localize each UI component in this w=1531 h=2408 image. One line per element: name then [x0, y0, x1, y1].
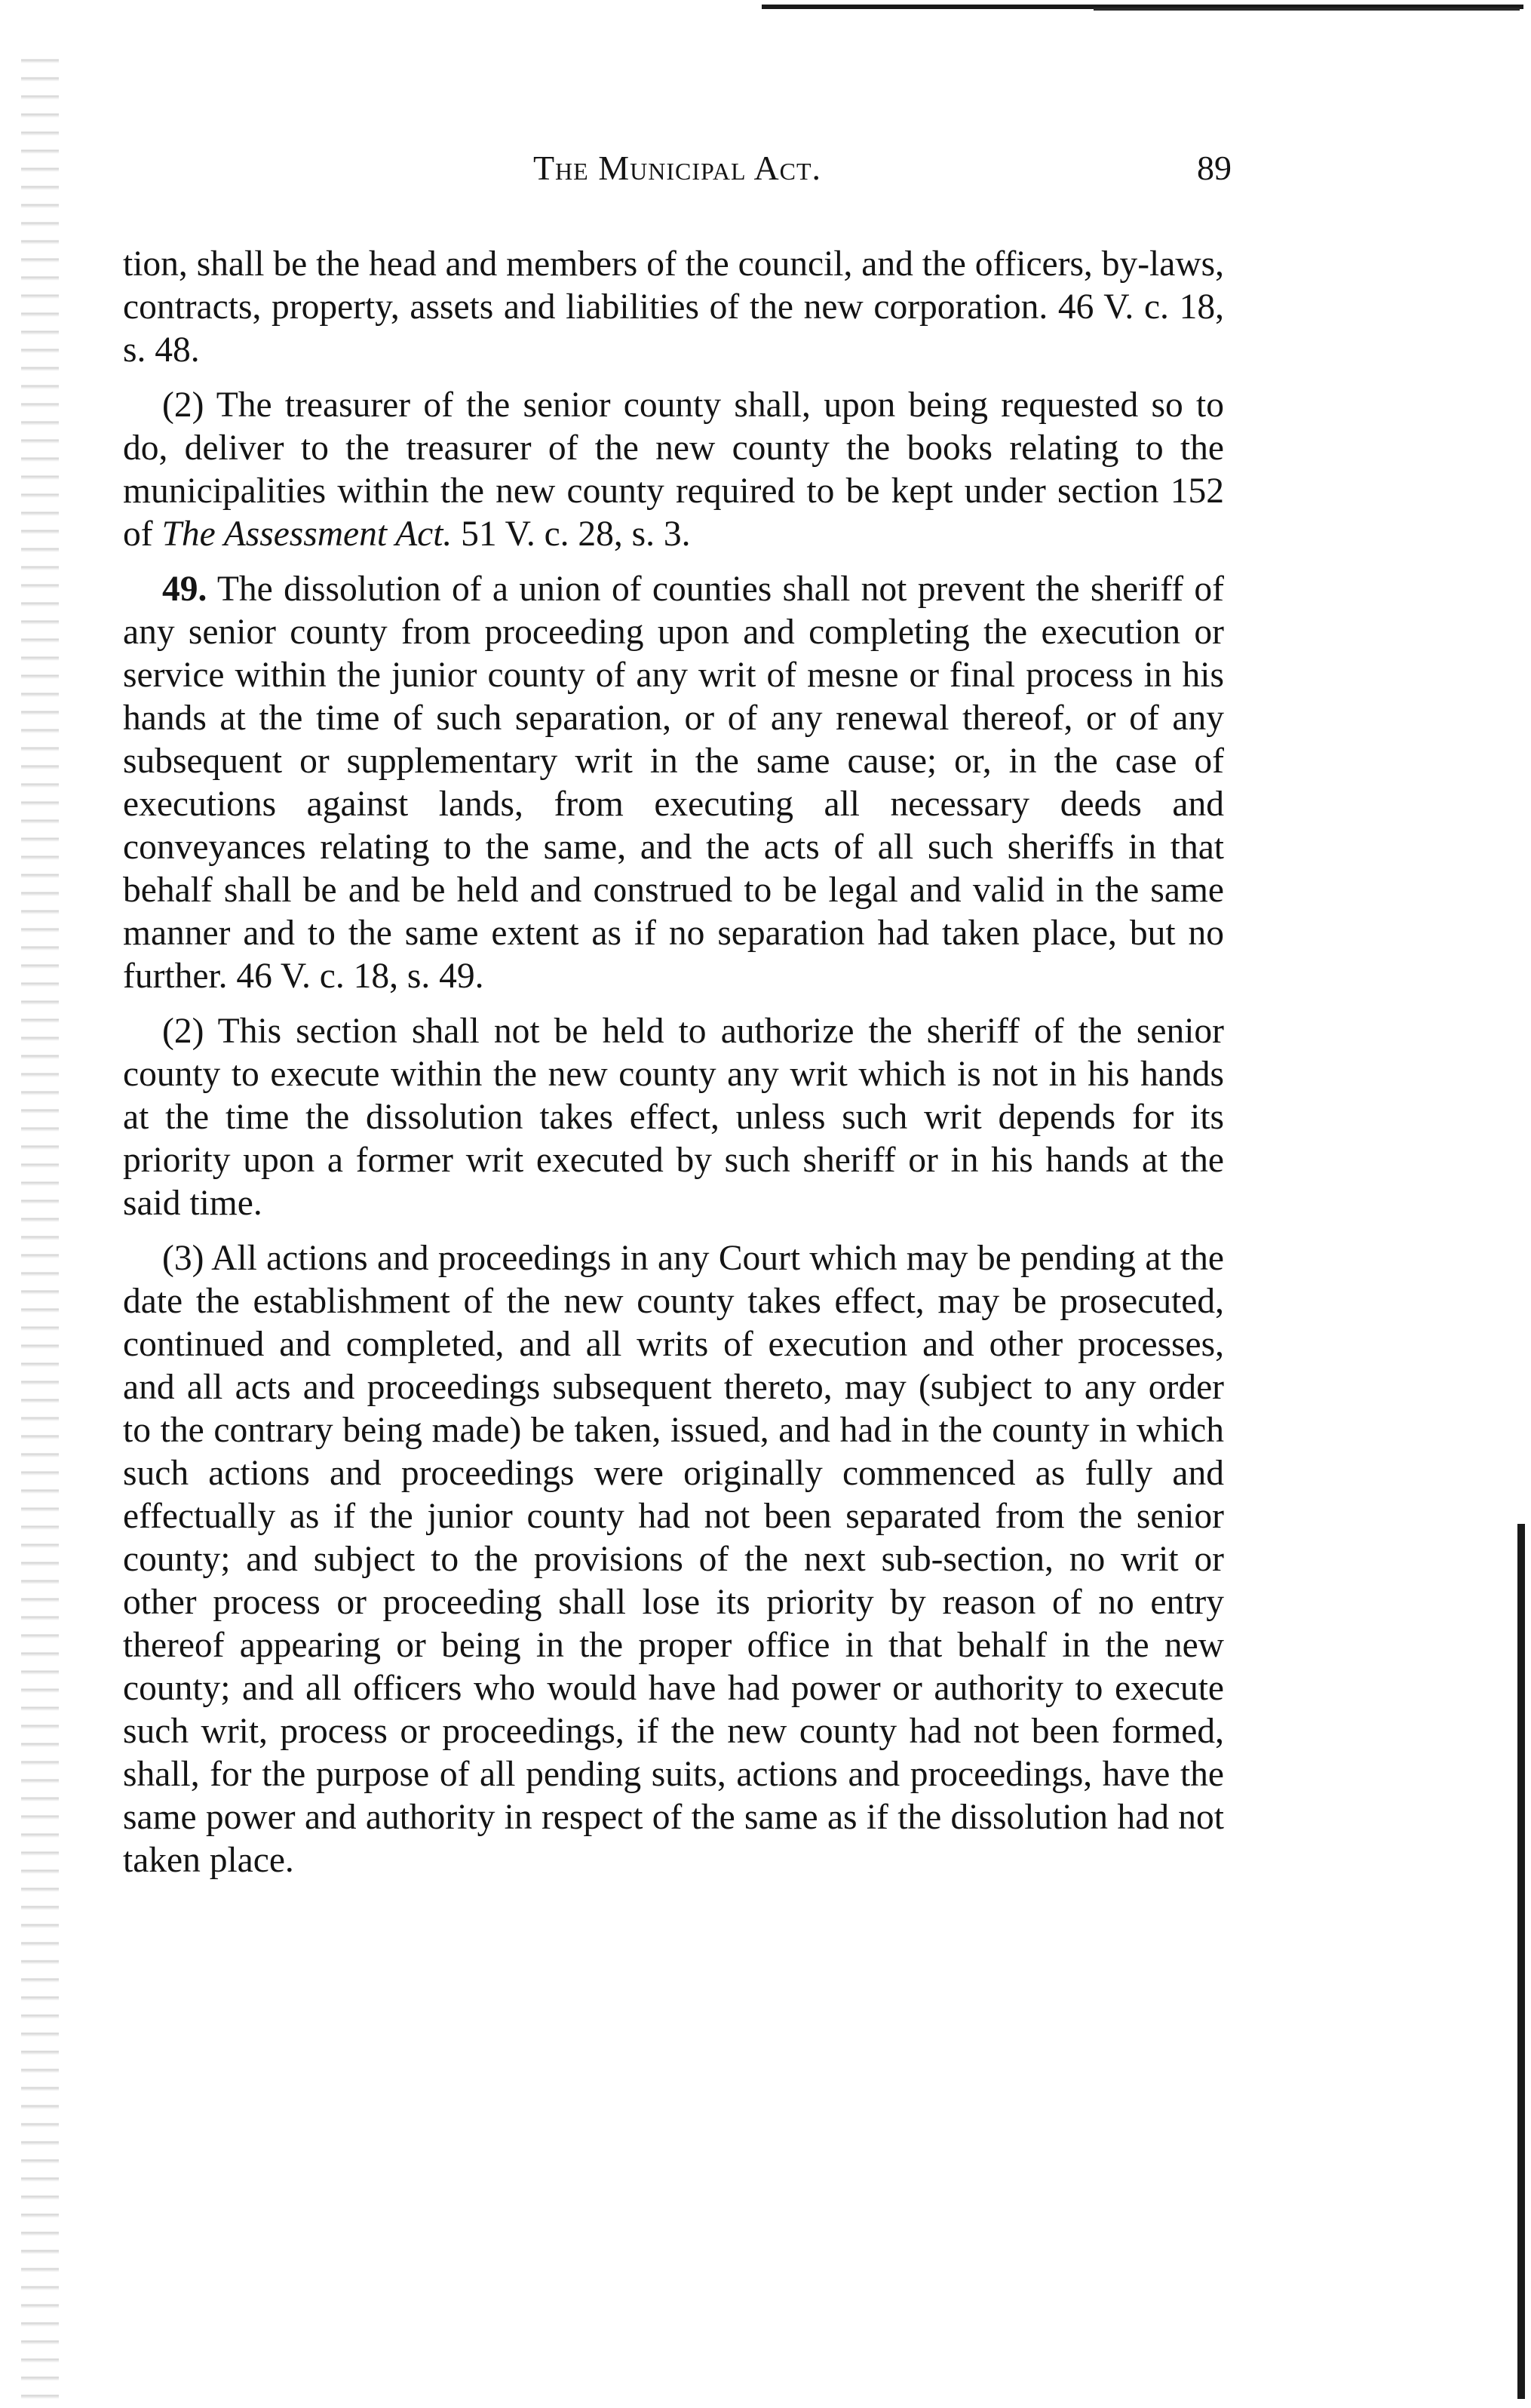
scan-edge-bar [1517, 1524, 1525, 2399]
section-number: 49. [162, 570, 207, 609]
running-head [123, 148, 1232, 193]
paragraph-subsection-3: (3) All actions and proceedings in any Court which may be pending at the date the establishment of the new county takes effect, may be prosecuted, continued and completed, and all writs of execution and other processes, and all acts and proceedings subsequent thereto, may (subject to any order to the contrary being made) be taken, issued, and had in the county in which such actions and proceedings were originally commenced as fully and effectually as if the junior county had not been separated from the senior county; and subject to the provisions of the next sub-section, no writ or other process or proceeding shall lose its priority by reason of no entry thereof appearing or being in the proper office in that behalf in the new county; and all officers who would have had power or authority to execute such writ, process or proceedings, if the new county had not been formed, shall, for the purpose of all pending suits, actions and proceedings, have the same power and authority in respect of the same as if the dissolution had not taken place. [123, 1239, 1224, 1880]
running-title: The Municipal Act. [532, 149, 822, 187]
paragraph-text-start: (2) The treasurer of the senior county shall, upon being requested so to do, deliver to the treasurer of the new county the books relating to the municipalities within the new county required to be kept under section 152 of [123, 385, 1224, 554]
paragraph-citation: 51 V. c. 28, s. 3. [452, 514, 691, 554]
binding-edge [21, 45, 59, 2399]
section-text: The dissolution of a union of counties shall not prevent the sheriff of any senior county from proceeding upon and completing the execution or service within the junior county of any writ of mesne or final process in his hands at the time of such separation, or of any renewal thereof, or of any subsequent or supplementary writ in the same cause; or, in the case of executions against lands, from executing all necessary deeds and conveyances relating to the same, and the acts of all such sheriffs in that behalf shall be and be held and construed to be legal and valid in the same manner and to the same extent as if no separation had taken place, but no further. 46 V. c. 18, s. 49. [123, 570, 1224, 996]
act-title: The Assessment Act. [161, 514, 453, 554]
paragraph-continuation: tion, shall be the head and members of the council, and the officers, by-laws, contracts, property, assets and liabilities of the new corporation. 46 V. c. 18, s. 48. [123, 244, 1224, 370]
paragraph-section-49 [123, 568, 1224, 998]
page-number: 89 [1197, 149, 1232, 187]
top-rule-secondary [1094, 8, 1520, 11]
body-text [123, 243, 1224, 1894]
paragraph-subsection-2 [123, 384, 1224, 556]
paragraph-subsection-2b: (2) This section shall not be held to authorize the sheriff of the senior county to execute within the new county any writ which is not in his hands at the time the dissolution takes effect, unless such writ depends for its priority upon a former writ executed by such sheriff or in his hands at the said time. [123, 1012, 1224, 1223]
